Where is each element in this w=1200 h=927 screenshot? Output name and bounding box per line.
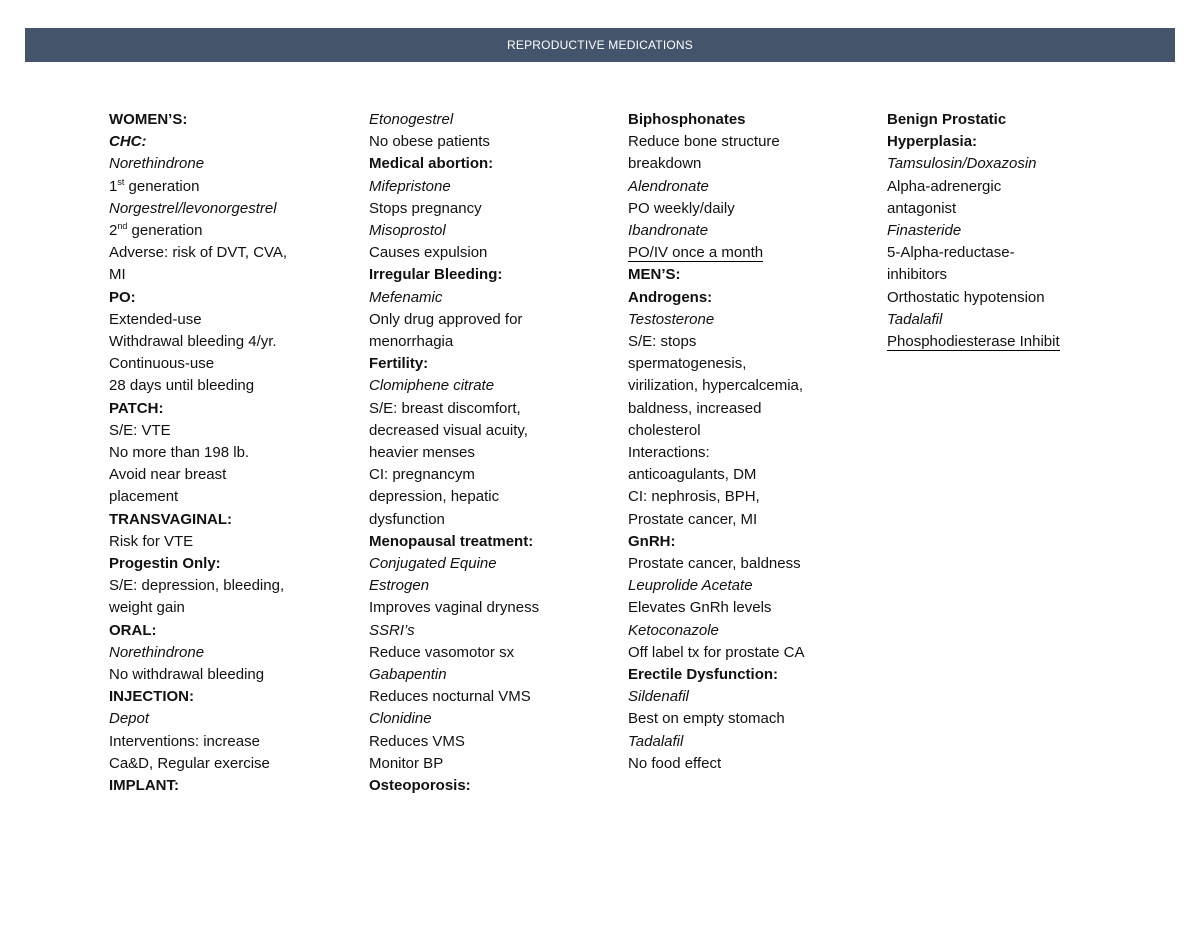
line-text: cholesterol [628, 421, 701, 439]
text-line [369, 642, 601, 664]
ordinal-suffix: nd [117, 221, 128, 232]
text-line [109, 686, 341, 708]
line-text: PO weekly/daily [628, 199, 735, 217]
text-line [628, 331, 834, 353]
line-text: Extended-use [109, 310, 202, 328]
text-line [109, 264, 341, 286]
text-line [369, 153, 601, 175]
line-text: Best on empty stomach [628, 710, 785, 728]
line-text: Tamsulosin/Doxazosin [887, 155, 1037, 173]
line-text: Tadalafil [628, 732, 684, 750]
text-line [887, 153, 1093, 175]
line-text: Leuprolide Acetate [628, 577, 753, 595]
line-text: ORAL: [109, 621, 157, 639]
column-womens-continued [369, 109, 601, 797]
line-text: S/E: depression, bleeding, [109, 577, 285, 595]
line-text: Risk for VTE [109, 532, 194, 550]
line-text: TRANSVAGINAL: [109, 510, 233, 528]
text-line [109, 775, 341, 797]
text-line [109, 708, 341, 730]
text-line [369, 442, 601, 464]
line-text: Mefenamic [369, 288, 443, 306]
line-text: Tadalafil [887, 310, 943, 328]
line-text: MEN’S: [628, 266, 681, 284]
line-text: Orthostatic hypotension [887, 288, 1045, 306]
text-line [109, 309, 341, 331]
page-title: REPRODUCTIVE MEDICATIONS [507, 38, 693, 52]
line-text: Prostate cancer, baldness [628, 555, 801, 573]
line-text: Only drug approved for [369, 310, 523, 328]
text-line [109, 131, 341, 153]
line-text: Misoprostol [369, 222, 446, 240]
line-text: Clonidine [369, 710, 432, 728]
column-mens [628, 109, 834, 775]
text-line [628, 708, 834, 730]
line-text: Androgens: [628, 288, 713, 306]
line-text: Reduces VMS [369, 732, 465, 750]
line-text: Adverse: risk of DVT, CVA, [109, 244, 288, 262]
line-text: IMPLANT: [109, 777, 179, 795]
line-text: anticoagulants, DM [628, 466, 757, 484]
text-line [369, 264, 601, 286]
line-text: Alpha-adrenergic [887, 177, 1002, 195]
text-line [628, 287, 834, 309]
text-line [369, 620, 601, 642]
line-text: Off label tx for prostate CA [628, 643, 805, 661]
line-text: Erectile Dysfunction: [628, 666, 779, 684]
line-text: antagonist [887, 199, 957, 217]
line-text: Withdrawal bleeding 4/yr. [109, 333, 277, 351]
line-text: CHC: [109, 133, 147, 151]
line-text: heavier menses [369, 444, 475, 462]
line-text: PO/IV once a month [628, 244, 764, 262]
text-line [109, 642, 341, 664]
line-text: Estrogen [369, 577, 430, 595]
text-line [109, 464, 341, 486]
text-line [109, 153, 341, 175]
text-line [369, 375, 601, 397]
text-line [109, 420, 341, 442]
text-line [887, 287, 1093, 309]
text-line [628, 153, 834, 175]
text-line [628, 131, 834, 153]
line-text: No withdrawal bleeding [109, 666, 265, 684]
text-line [109, 509, 341, 531]
text-line [887, 242, 1093, 264]
text-line [369, 176, 601, 198]
text-line [109, 398, 341, 420]
line-text: placement [109, 488, 179, 506]
line-text: Clomiphene citrate [369, 377, 495, 395]
text-line [369, 220, 601, 242]
text-line [109, 220, 341, 242]
text-line [369, 553, 601, 575]
line-text-rest: generation [127, 222, 203, 240]
text-line [369, 486, 601, 508]
text-line [628, 620, 834, 642]
text-line [887, 309, 1093, 331]
text-line [628, 420, 834, 442]
text-line [109, 375, 341, 397]
text-line [109, 664, 341, 686]
text-line [628, 264, 834, 286]
text-line [109, 731, 341, 753]
line-text: 5-Alpha-reductase- [887, 244, 1015, 262]
line-text: weight gain [109, 599, 185, 617]
line-text: Depot [109, 710, 150, 728]
line-text: Progestin Only: [109, 555, 221, 573]
line-text: Reduces nocturnal VMS [369, 688, 531, 706]
text-line [109, 620, 341, 642]
text-line [369, 708, 601, 730]
text-line [109, 442, 341, 464]
line-text: Continuous-use [109, 355, 215, 373]
text-line [109, 553, 341, 575]
line-text: S/E: breast discomfort, [369, 399, 521, 417]
line-text: 1 [109, 177, 118, 195]
text-line [628, 464, 834, 486]
line-text: Ibandronate [628, 222, 709, 240]
text-line [628, 242, 834, 264]
text-line [628, 731, 834, 753]
line-text: Gabapentin [369, 666, 447, 684]
line-text: Mifepristone [369, 177, 451, 195]
text-line [369, 686, 601, 708]
title-banner [25, 28, 1175, 62]
text-line [628, 398, 834, 420]
text-line [369, 531, 601, 553]
text-line [628, 664, 834, 686]
line-text: Elevates GnRh levels [628, 599, 772, 617]
text-line [628, 176, 834, 198]
text-line [628, 486, 834, 508]
line-text: WOMEN’S: [109, 111, 188, 128]
text-line [109, 176, 341, 198]
text-line [369, 198, 601, 220]
text-line [628, 220, 834, 242]
text-line [369, 398, 601, 420]
text-line [369, 242, 601, 264]
line-text: Norgestrel/levonorgestrel [109, 199, 277, 217]
line-text: MI [109, 266, 126, 284]
text-line [628, 575, 834, 597]
text-line [109, 331, 341, 353]
line-text: GnRH: [628, 532, 676, 550]
line-text: Biphosphonates [628, 111, 746, 128]
text-line [628, 686, 834, 708]
line-text: INJECTION: [109, 688, 195, 706]
line-text: No more than 198 lb. [109, 444, 250, 462]
text-line [887, 264, 1093, 286]
line-text: inhibitors [887, 266, 948, 284]
text-line [369, 664, 601, 686]
text-line [109, 109, 341, 131]
text-line [887, 176, 1093, 198]
line-text: Norethindrone [109, 155, 205, 173]
line-text: Prostate cancer, MI [628, 510, 758, 528]
text-line [628, 309, 834, 331]
line-text: Osteoporosis: [369, 777, 471, 795]
text-line [628, 553, 834, 575]
text-line [109, 753, 341, 775]
line-text: menorrhagia [369, 333, 454, 351]
text-line [887, 331, 1093, 353]
text-line [369, 575, 601, 597]
line-text: dysfunction [369, 510, 445, 528]
line-text: PO: [109, 288, 136, 306]
line-text: No obese patients [369, 133, 490, 151]
line-text: CI: pregnancym [369, 466, 475, 484]
line-text: Norethindrone [109, 643, 205, 661]
text-line [628, 642, 834, 664]
line-text: Menopausal treatment: [369, 532, 534, 550]
line-text: No food effect [628, 754, 722, 772]
line-text: spermatogenesis, [628, 355, 747, 373]
line-text: Reduce vasomotor sx [369, 643, 515, 661]
line-text: Ketoconazole [628, 621, 719, 639]
line-text: depression, hepatic [369, 488, 500, 506]
line-text: baldness, increased [628, 399, 762, 417]
column-womens [109, 109, 341, 797]
line-text: Sildenafil [628, 688, 689, 706]
text-line [109, 575, 341, 597]
line-text: 2 [109, 222, 118, 240]
line-text: S/E: VTE [109, 421, 171, 439]
text-line [369, 287, 601, 309]
line-text: decreased visual acuity, [369, 421, 528, 439]
line-text: Monitor BP [369, 754, 444, 772]
line-text: SSRI’s [369, 621, 415, 639]
line-text: Finasteride [887, 222, 962, 240]
line-text: Irregular Bleeding: [369, 266, 503, 284]
text-line [109, 531, 341, 553]
line-text: PATCH: [109, 399, 164, 417]
line-text: Stops pregnancy [369, 199, 482, 217]
text-line [369, 464, 601, 486]
line-text: Causes expulsion [369, 244, 488, 262]
text-line [369, 597, 601, 619]
line-text: Improves vaginal dryness [369, 599, 540, 617]
text-line [628, 353, 834, 375]
line-text: Testosterone [628, 310, 715, 328]
line-text: Interventions: increase [109, 732, 260, 750]
line-text: CI: nephrosis, BPH, [628, 488, 760, 506]
line-text: Avoid near breast [109, 466, 227, 484]
text-line [628, 109, 834, 131]
line-text: Reduce bone structure [628, 133, 780, 151]
text-line [369, 109, 601, 131]
text-line [369, 131, 601, 153]
text-line [369, 420, 601, 442]
text-line [109, 198, 341, 220]
column-bph [887, 109, 1093, 353]
text-line [369, 753, 601, 775]
text-line [628, 442, 834, 464]
text-line [109, 597, 341, 619]
line-text: Alendronate [628, 177, 709, 195]
line-text: Conjugated Equine [369, 555, 497, 573]
text-line [628, 509, 834, 531]
text-line [887, 131, 1093, 153]
line-text: Ca&D, Regular exercise [109, 754, 270, 772]
text-line [109, 353, 341, 375]
text-line [628, 753, 834, 775]
line-text: breakdown [628, 155, 702, 173]
line-text: Etonogestrel [369, 111, 454, 128]
line-text: Fertility: [369, 355, 429, 373]
text-line [369, 509, 601, 531]
text-line [628, 597, 834, 619]
text-line [109, 242, 341, 264]
text-line [369, 309, 601, 331]
text-line [369, 775, 601, 797]
text-line [887, 109, 1093, 131]
line-text: Benign Prostatic [887, 111, 1007, 128]
text-line [369, 353, 601, 375]
line-text: 28 days until bleeding [109, 377, 255, 395]
text-line [887, 198, 1093, 220]
text-line [628, 198, 834, 220]
line-text: Phosphodiesterase Inhibit [887, 333, 1060, 351]
text-line [628, 531, 834, 553]
text-line [887, 220, 1093, 242]
line-text: Hyperplasia: [887, 133, 978, 151]
line-text: S/E: stops [628, 333, 697, 351]
line-text-rest: generation [124, 177, 200, 195]
text-line [109, 287, 341, 309]
text-line [369, 731, 601, 753]
line-text: virilization, hypercalcemia, [628, 377, 804, 395]
line-text: Medical abortion: [369, 155, 494, 173]
line-text: Interactions: [628, 444, 710, 462]
text-line [628, 375, 834, 397]
text-line [109, 486, 341, 508]
ordinal-suffix: st [117, 176, 125, 187]
text-line [369, 331, 601, 353]
